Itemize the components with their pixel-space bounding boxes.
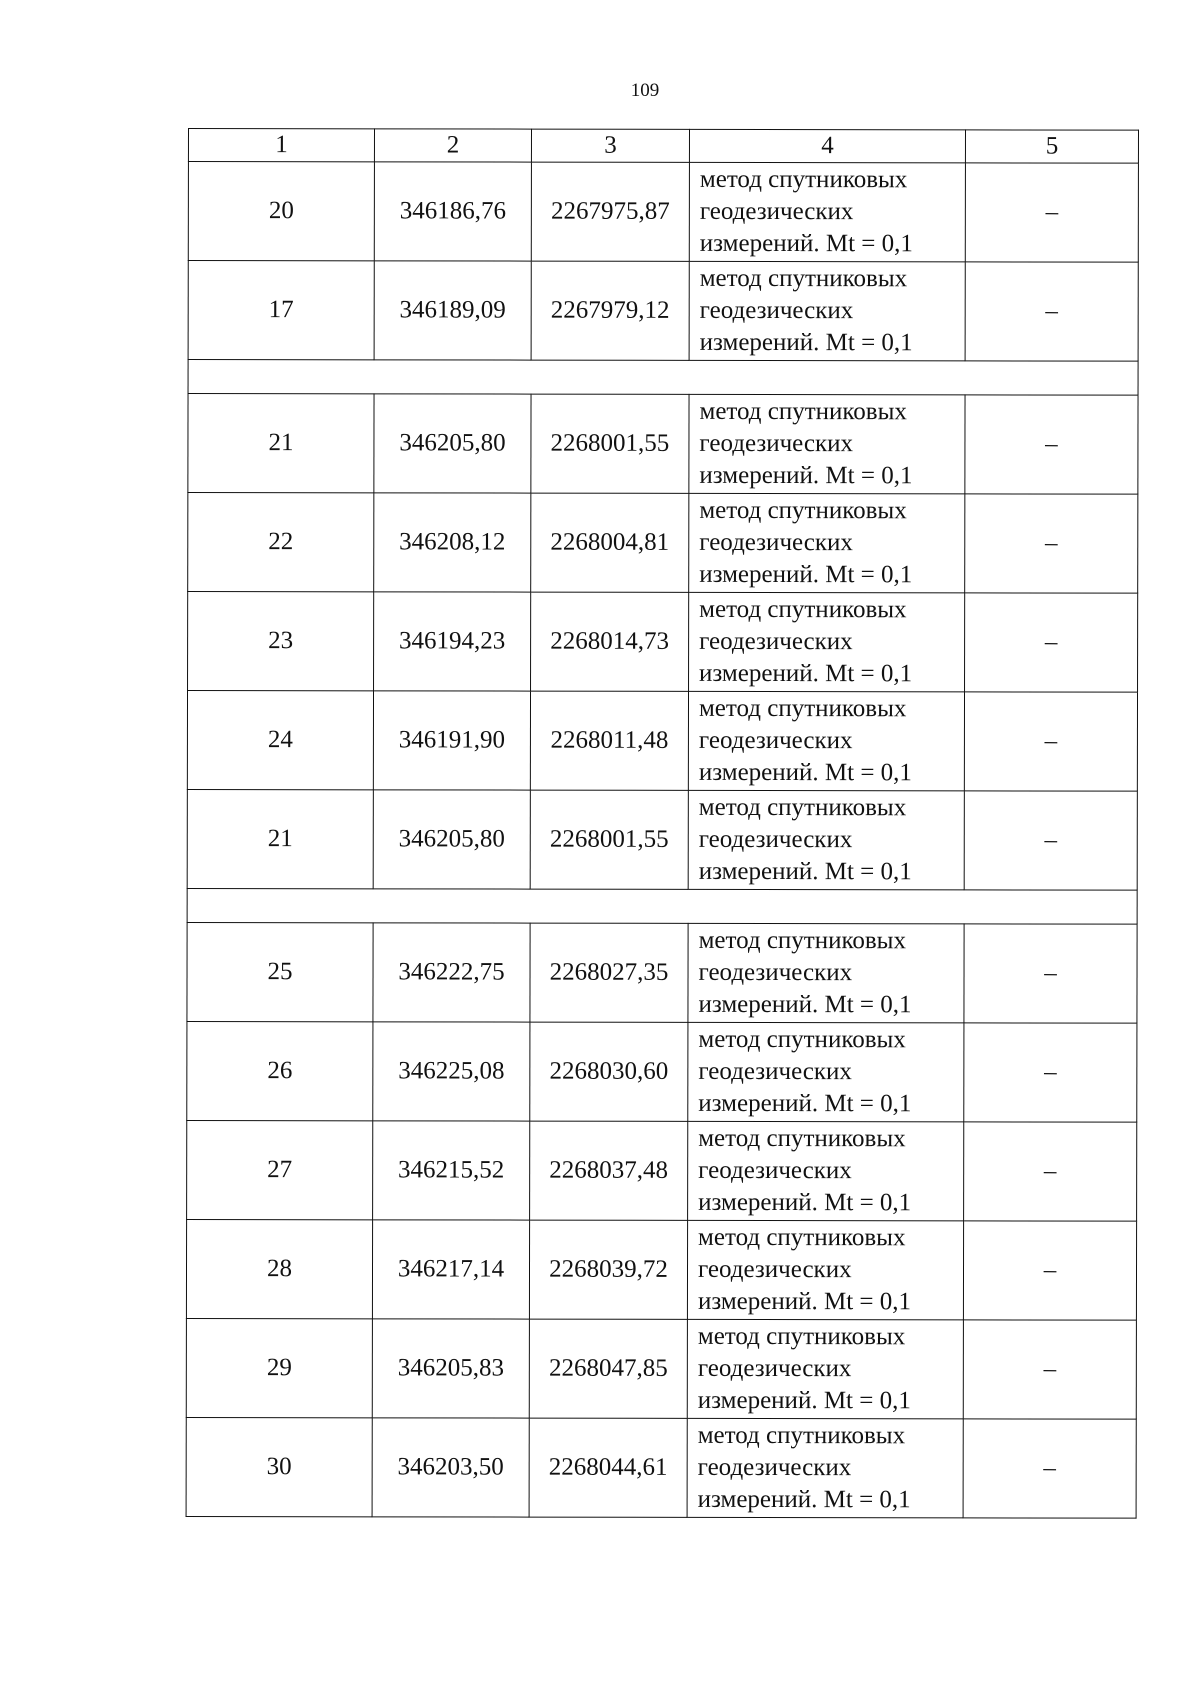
method-line: метод спутниковых bbox=[698, 1223, 906, 1252]
table-row bbox=[188, 493, 1138, 594]
y-coordinate: 2268047,85 bbox=[529, 1319, 687, 1418]
note-dash: – bbox=[964, 1122, 1137, 1221]
x-coordinate: 346191,90 bbox=[373, 691, 530, 790]
method-line: геодезических bbox=[699, 197, 854, 226]
table-body bbox=[186, 162, 1138, 1519]
method-description bbox=[687, 1418, 963, 1517]
method-line: измерений. Mt = 0,1 bbox=[698, 1188, 912, 1217]
note-dash: – bbox=[965, 262, 1138, 361]
x-coordinate: 346217,14 bbox=[372, 1220, 529, 1319]
note-dash: – bbox=[965, 593, 1138, 692]
point-number: 21 bbox=[187, 789, 373, 888]
method-line: метод спутниковых bbox=[698, 694, 907, 723]
method-line: измерений. Mt = 0,1 bbox=[699, 229, 913, 258]
y-coordinate: 2268014,73 bbox=[531, 592, 689, 691]
method-line: измерений. Mt = 0,1 bbox=[698, 1089, 912, 1118]
method-line: метод спутниковых bbox=[699, 595, 907, 624]
method-line: геодезических bbox=[699, 429, 854, 458]
method-line: измерений. Mt = 0,1 bbox=[699, 461, 913, 490]
y-coordinate: 2268011,48 bbox=[530, 691, 688, 790]
method-description bbox=[687, 1220, 963, 1319]
method-description bbox=[688, 1121, 964, 1220]
table-row bbox=[187, 922, 1137, 1023]
method-line: геодезических bbox=[698, 825, 853, 854]
point-number: 17 bbox=[188, 261, 374, 360]
point-number: 23 bbox=[188, 592, 374, 691]
y-coordinate: 2268030,60 bbox=[530, 1022, 688, 1121]
point-number: 22 bbox=[188, 493, 374, 592]
method-description bbox=[687, 1319, 963, 1418]
method-line: метод спутниковых bbox=[699, 496, 907, 525]
y-coordinate: 2268044,61 bbox=[529, 1418, 687, 1517]
point-number: 29 bbox=[186, 1318, 372, 1417]
table-row bbox=[187, 691, 1137, 792]
method-line: геодезических bbox=[697, 1453, 852, 1482]
x-coordinate: 346186,76 bbox=[374, 162, 531, 261]
coordinates-table bbox=[186, 128, 1139, 1519]
x-coordinate: 346205,83 bbox=[372, 1319, 529, 1418]
method-line: геодезических bbox=[698, 1057, 852, 1086]
table-row bbox=[188, 394, 1138, 495]
point-number: 26 bbox=[187, 1021, 373, 1120]
x-coordinate: 346194,23 bbox=[374, 592, 531, 691]
point-number: 30 bbox=[186, 1417, 372, 1516]
note-dash: – bbox=[965, 494, 1138, 593]
note-dash: – bbox=[963, 1419, 1136, 1518]
y-coordinate: 2267979,12 bbox=[531, 261, 689, 360]
column-header-4: 4 bbox=[689, 129, 965, 162]
column-header-5: 5 bbox=[965, 130, 1138, 163]
table-row bbox=[187, 1120, 1137, 1221]
table-row bbox=[188, 162, 1138, 263]
table-row bbox=[187, 1021, 1137, 1122]
point-number: 20 bbox=[188, 162, 374, 261]
note-dash: – bbox=[963, 1320, 1136, 1419]
header-row bbox=[188, 129, 1138, 164]
method-line: измерений. Mt = 0,1 bbox=[699, 560, 913, 589]
page-number: 109 bbox=[630, 80, 660, 101]
table-row bbox=[186, 1318, 1136, 1419]
column-header-3: 3 bbox=[531, 129, 689, 162]
method-line: измерений. Mt = 0,1 bbox=[698, 758, 912, 787]
method-description bbox=[688, 1022, 964, 1121]
method-line: метод спутниковых bbox=[697, 1421, 906, 1450]
method-line: геодезических bbox=[699, 528, 853, 557]
y-coordinate: 2268039,72 bbox=[529, 1220, 687, 1319]
x-coordinate: 346189,09 bbox=[374, 261, 531, 360]
table-row bbox=[186, 1219, 1136, 1320]
method-description bbox=[688, 691, 964, 790]
method-line: метод спутниковых bbox=[698, 1025, 906, 1054]
note-dash: – bbox=[964, 1023, 1137, 1122]
point-number: 27 bbox=[187, 1120, 373, 1219]
x-coordinate: 346225,08 bbox=[373, 1022, 530, 1121]
method-line: геодезических bbox=[697, 1255, 852, 1284]
method-line: измерений. Mt = 0,1 bbox=[698, 857, 912, 886]
method-line: геодезических bbox=[698, 958, 853, 987]
table-row bbox=[186, 1417, 1136, 1518]
x-coordinate: 346205,80 bbox=[374, 394, 531, 493]
method-line: метод спутниковых bbox=[698, 926, 907, 955]
column-header-2: 2 bbox=[374, 129, 531, 162]
method-line: метод спутниковых bbox=[699, 397, 907, 426]
note-dash: – bbox=[963, 1221, 1136, 1320]
method-description bbox=[689, 261, 965, 360]
note-dash: – bbox=[965, 163, 1138, 262]
method-line: метод спутниковых bbox=[699, 264, 908, 293]
method-line: метод спутниковых bbox=[699, 165, 908, 194]
method-description bbox=[689, 394, 965, 493]
x-coordinate: 346205,80 bbox=[373, 790, 530, 889]
method-line: метод спутниковых bbox=[698, 1124, 906, 1153]
point-number: 28 bbox=[186, 1219, 372, 1318]
table-row bbox=[187, 789, 1137, 890]
point-number: 24 bbox=[187, 691, 373, 790]
separator-row bbox=[188, 360, 1138, 396]
y-coordinate: 2268004,81 bbox=[531, 493, 689, 592]
method-line: измерений. Mt = 0,1 bbox=[697, 1287, 912, 1316]
method-line: измерений. Mt = 0,1 bbox=[697, 1386, 911, 1415]
point-number: 21 bbox=[188, 394, 374, 493]
table-row bbox=[188, 261, 1138, 362]
method-description bbox=[689, 493, 965, 592]
note-dash: – bbox=[964, 791, 1137, 890]
method-line: измерений. Mt = 0,1 bbox=[699, 659, 913, 688]
point-number: 25 bbox=[187, 922, 373, 1021]
method-description bbox=[688, 790, 964, 889]
method-line: измерений. Mt = 0,1 bbox=[698, 990, 912, 1019]
y-coordinate: 2268001,55 bbox=[531, 394, 689, 493]
note-dash: – bbox=[964, 924, 1137, 1023]
method-line: геодезических bbox=[699, 296, 854, 325]
y-coordinate: 2268037,48 bbox=[530, 1121, 688, 1220]
x-coordinate: 346222,75 bbox=[373, 923, 530, 1022]
method-description bbox=[689, 162, 965, 261]
method-line: геодезических bbox=[697, 1354, 852, 1383]
x-coordinate: 346203,50 bbox=[372, 1418, 529, 1517]
method-line: измерений. Mt = 0,1 bbox=[697, 1485, 911, 1514]
x-coordinate: 346208,12 bbox=[374, 493, 531, 592]
method-line: геодезических bbox=[698, 1156, 852, 1185]
method-line: геодезических bbox=[699, 627, 853, 656]
y-coordinate: 2268027,35 bbox=[530, 923, 688, 1022]
table-header bbox=[188, 129, 1138, 164]
y-coordinate: 2267975,87 bbox=[531, 162, 689, 261]
method-line: измерений. Mt = 0,1 bbox=[699, 328, 913, 357]
separator-row bbox=[187, 888, 1137, 924]
method-line: геодезических bbox=[698, 726, 853, 755]
separator-cell bbox=[187, 888, 1137, 924]
method-line: метод спутниковых bbox=[697, 1322, 906, 1351]
separator-cell bbox=[188, 360, 1138, 396]
y-coordinate: 2268001,55 bbox=[530, 790, 688, 889]
column-header-1: 1 bbox=[188, 129, 374, 162]
note-dash: – bbox=[965, 395, 1138, 494]
method-description bbox=[689, 592, 965, 691]
method-description bbox=[688, 923, 964, 1022]
note-dash: – bbox=[964, 692, 1137, 791]
method-line: метод спутниковых bbox=[698, 793, 907, 822]
x-coordinate: 346215,52 bbox=[373, 1121, 530, 1220]
table-row bbox=[188, 592, 1138, 693]
